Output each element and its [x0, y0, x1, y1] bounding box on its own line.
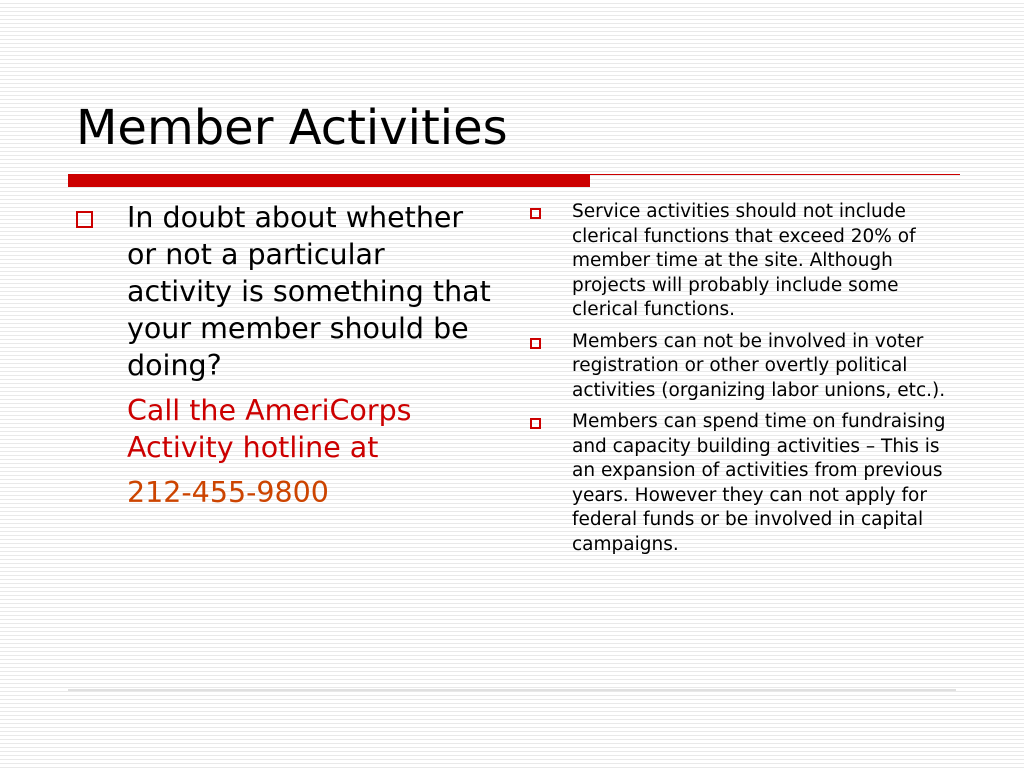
left-column: [76, 199, 496, 511]
square-bullet-icon: [530, 418, 541, 429]
bullet-text-clerical: Service activities should not include clerical functions that exceed 20% of member time at the site. Although projects will probably include some clerical functions.: [572, 201, 916, 320]
square-bullet-icon: [530, 208, 541, 219]
title-underline-thin: [590, 174, 960, 175]
right-column: [530, 200, 960, 557]
question-text: In doubt about whether or not a particular activity is something that your member should be doing?: [127, 201, 491, 382]
right-bullet-item: [530, 410, 960, 557]
slide-title: Member Activities: [76, 100, 508, 156]
square-bullet-icon: [76, 211, 93, 228]
hotline-phone-number: 212-455-9800: [127, 476, 329, 509]
square-bullet-icon: [530, 338, 541, 349]
left-bullet-item: [76, 199, 496, 384]
footer-divider: [68, 689, 956, 691]
right-bullet-item: [530, 330, 960, 404]
title-underline-thick: [68, 174, 590, 187]
bullet-text-fundraising: Members can spend time on fundraising and capacity building activities – This is an expansion of activities from previous years. However they can not apply for federal funds or be involved in capital campaigns.: [572, 411, 946, 555]
hotline-callout: Call the AmeriCorps Activity hotline at: [127, 394, 412, 464]
bullet-text-political: Members can not be involved in voter registration or other overtly political activities (organizing labor unions, etc.).: [572, 330, 946, 401]
right-bullet-item: [530, 200, 960, 323]
